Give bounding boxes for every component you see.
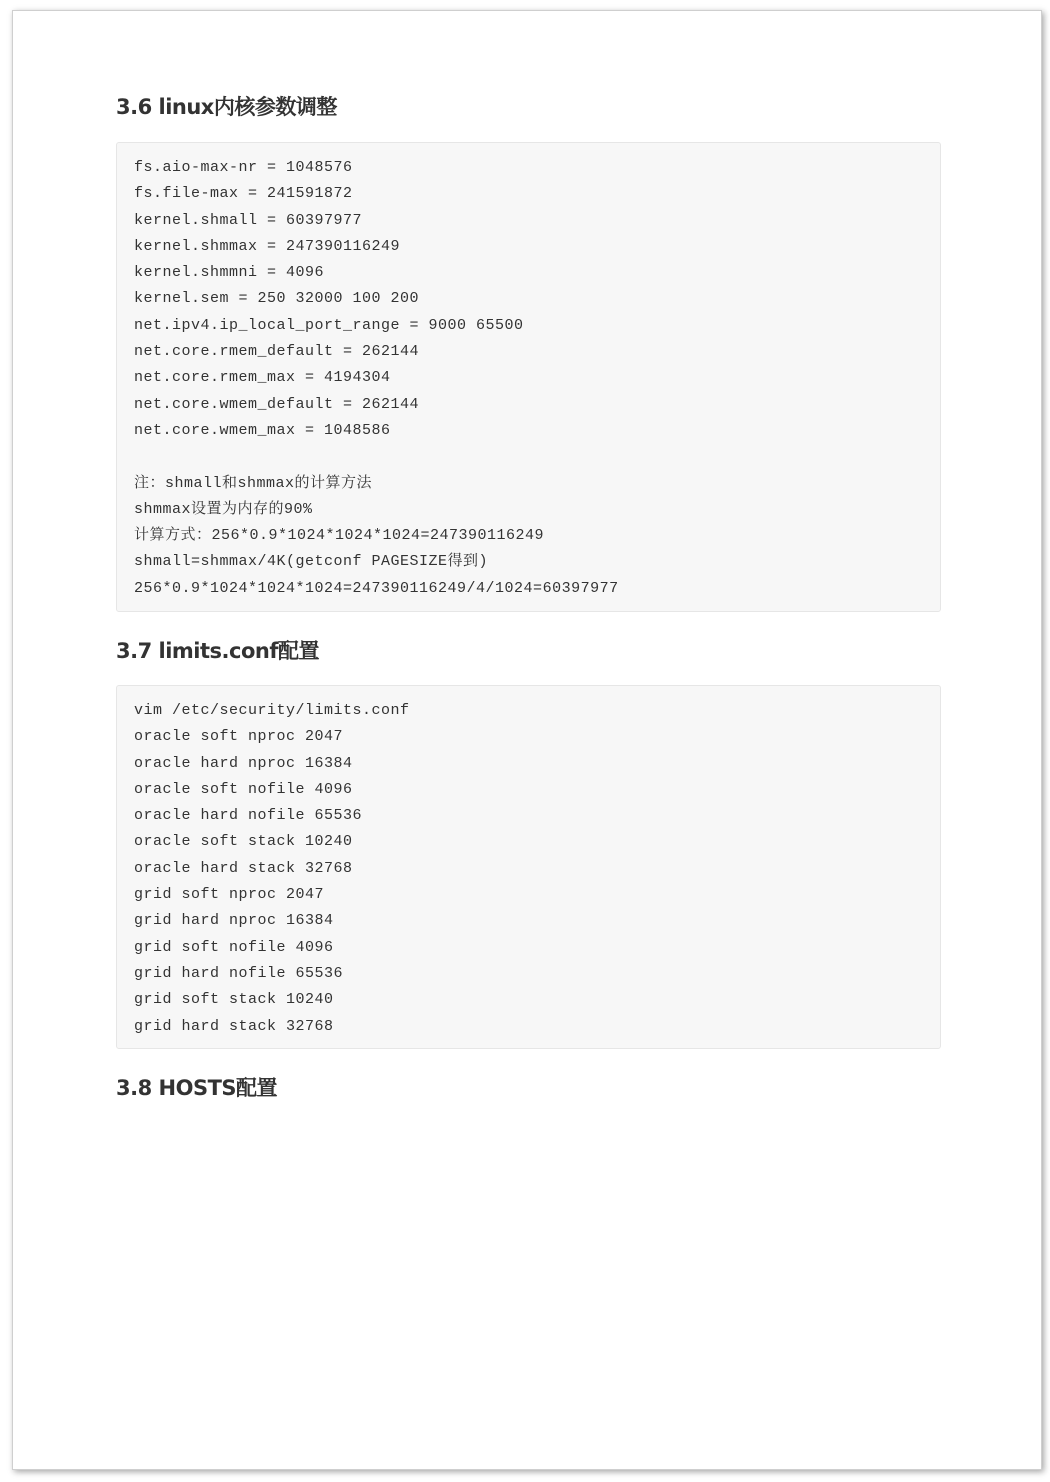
code-line: vim /etc/security/limits.conf — [134, 702, 410, 719]
code-line: oracle hard nofile 65536 — [134, 807, 363, 825]
section-heading-kernel-params: 3.6 linux内核参数调整 — [116, 95, 337, 119]
code-line: grid hard stack 32768 — [134, 1017, 334, 1035]
code-line: kernel.sem = 250 32000 100 200 — [134, 290, 420, 308]
code-line: oracle soft stack 10240 — [134, 833, 353, 851]
code-block-kernel-params — [116, 142, 941, 612]
code-line: net.core.wmem_max = 1048586 — [134, 421, 391, 439]
code-line: oracle soft nproc 2047 — [134, 728, 344, 746]
code-line: oracle hard stack 32768 — [134, 859, 353, 877]
code-line: net.core.rmem_max = 4194304 — [134, 369, 391, 387]
code-line: net.core.rmem_default = 262144 — [134, 343, 420, 361]
code-line: fs.aio-max-nr = 1048576 — [134, 159, 353, 176]
code-line: shmall=shmmax/4K(getconf PAGESIZE得到) — [134, 553, 489, 571]
code-line: oracle hard nproc 16384 — [134, 754, 353, 772]
code-line: kernel.shmmni = 4096 — [134, 264, 325, 282]
code-line: 计算方式：256*0.9*1024*1024*1024=247390116249 — [134, 527, 545, 545]
code-line: kernel.shmmax = 247390116249 — [134, 237, 401, 255]
code-line: 256*0.9*1024*1024*1024=247390116249/4/1024=60397977 — [134, 579, 619, 597]
code-line: fs.file-max = 241591872 — [134, 185, 353, 203]
code-line-blank — [134, 444, 923, 470]
code-line: grid hard nproc 16384 — [134, 912, 334, 930]
code-line: net.ipv4.ip_local_port_range = 9000 65500 — [134, 316, 524, 334]
code-line: shmmax设置为内存的90% — [134, 500, 313, 518]
code-line: 注：shmall和shmmax的计算方法 — [134, 474, 373, 492]
code-line: grid soft stack 10240 — [134, 991, 334, 1009]
code-line: oracle soft nofile 4096 — [134, 780, 353, 798]
code-line: grid hard nofile 65536 — [134, 964, 344, 982]
section-heading-hosts: 3.8 HOSTS配置 — [116, 1076, 278, 1100]
code-block-limits-conf — [116, 685, 941, 1049]
code-line: grid soft nofile 4096 — [134, 938, 334, 956]
code-line: net.core.wmem_default = 262144 — [134, 395, 420, 413]
code-line: grid soft nproc 2047 — [134, 886, 325, 904]
document-page — [12, 10, 1042, 1470]
code-line: kernel.shmall = 60397977 — [134, 211, 363, 229]
section-heading-limits-conf: 3.7 limits.conf配置 — [116, 639, 319, 663]
